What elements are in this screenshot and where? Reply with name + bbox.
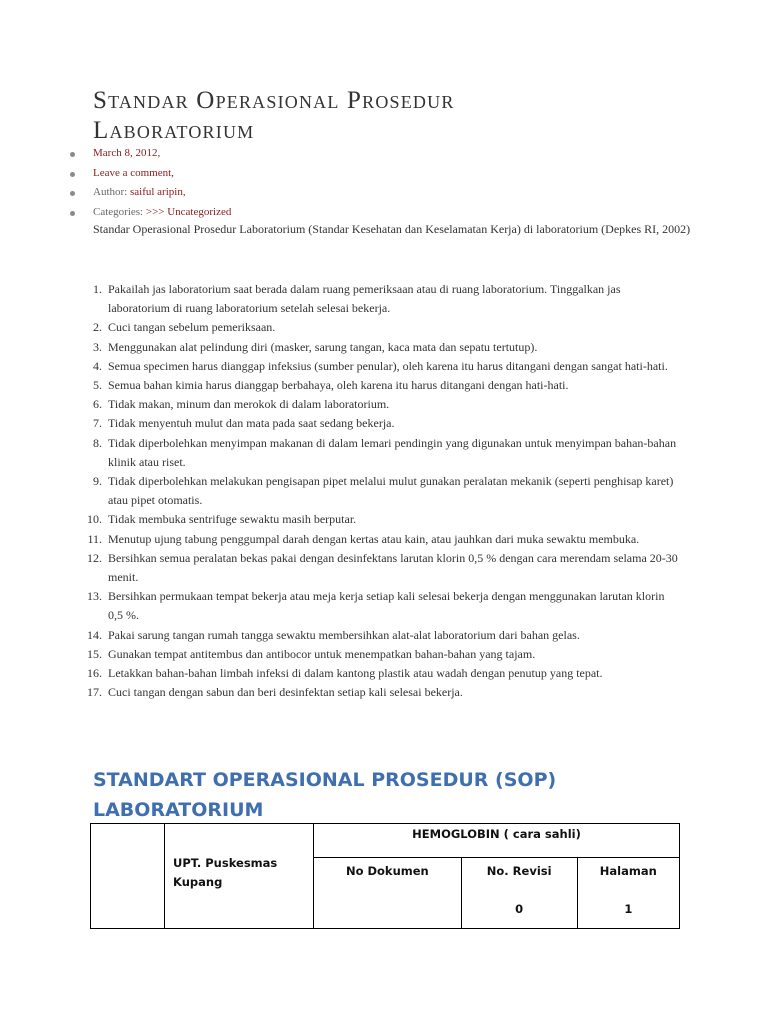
sop-title-line1: STANDART OPERASIONAL PROSEDUR (SOP): [93, 769, 557, 791]
procedure-step: [70, 357, 680, 376]
meta-author: [70, 183, 231, 203]
step-text: Semua bahan kimia harus dianggap berbahaya, oleh karena itu harus ditangani dengan hati-hati.: [108, 378, 569, 393]
step-number: 12.: [87, 550, 102, 565]
page-value: 1: [624, 902, 633, 916]
meta-comment: [70, 164, 231, 184]
bullet-icon: [70, 211, 75, 216]
procedure-step: [70, 472, 680, 510]
post-title: [93, 86, 693, 146]
procedure-step: [70, 376, 680, 395]
procedure-step: [70, 587, 680, 625]
step-text: Menggunakan alat pelindung diri (masker, sarung tangan, kaca mata dan sepatu tertutup).: [108, 339, 538, 354]
step-number: 5.: [93, 378, 102, 393]
step-number: 17.: [87, 685, 102, 700]
step-text: Letakkan bahan-bahan limbah infeksi di dalam kantong plastik atau wadah dengan penutup yang tepat.: [108, 666, 603, 681]
step-number: 9.: [93, 474, 102, 489]
categories-prefix: Categories:: [93, 205, 144, 218]
procedure-step: [70, 530, 680, 549]
intro-paragraph: Standar Operasional Prosedur Laboratorium (Standar Kesehatan dan Keselamatan Kerja) di laboratorium (Depkes RI, 2002): [93, 222, 691, 236]
step-number: 2.: [93, 320, 102, 335]
step-number: 14.: [87, 627, 102, 642]
page-label: Halaman: [599, 864, 657, 878]
procedure-step: [70, 434, 680, 472]
page-cell: [577, 858, 679, 929]
procedure-step: [70, 338, 680, 357]
step-text: Cuci tangan sebelum pemeriksaan.: [108, 320, 276, 335]
procedure-step: [70, 414, 680, 433]
step-text: Gunakan tempat antitembus dan antibocor untuk menempatkan bahan-bahan yang tajam.: [108, 646, 536, 661]
step-text: Tidak menyentuh mulut dan mata pada saat sedang bekerja.: [108, 416, 395, 431]
procedure-step: [70, 645, 680, 664]
step-text: Tidak makan, minum dan merokok di dalam laboratorium.: [108, 397, 390, 412]
procedure-list: [70, 280, 680, 702]
step-number: 15.: [87, 646, 102, 661]
sop-title: [93, 765, 653, 825]
step-number: 11.: [87, 531, 102, 546]
step-text: Bersihkan semua peralatan bekas pakai dengan desinfektans larutan klorin 0,5 % dengan cara merendam selama 20-30 menit.: [108, 550, 678, 585]
procedure-step: [70, 664, 680, 683]
step-number: 7.: [93, 416, 102, 431]
bullet-icon: [70, 172, 75, 177]
step-number: 16.: [87, 666, 102, 681]
procedure-step: [70, 395, 680, 414]
author-prefix: Author:: [93, 186, 128, 198]
sop-title-line2: LABORATORIUM: [93, 799, 264, 821]
step-text: Pakailah jas laboratorium saat berada dalam ruang pemeriksaan atau di ruang laboratorium. Tinggalkan jas laboratorium di ruang laboratorium setelah selesai bekerja.: [108, 282, 621, 316]
category-link[interactable]: >>> Uncategorized: [145, 205, 232, 218]
document-number-label: No Dokumen: [345, 864, 429, 878]
step-text: Tidak membuka sentrifuge sewaktu masih berputar.: [108, 512, 357, 527]
procedure-step: [70, 683, 680, 702]
procedure-step: [70, 280, 680, 318]
bullet-icon: [70, 152, 75, 157]
step-text: Menutup ujung tabung penggumpal darah dengan kertas atau kain, atau jauhkan dari muka sewaktu membuka.: [108, 531, 640, 546]
step-number: 6.: [93, 397, 102, 412]
step-text: Tidak diperbolehkan menyimpan makanan di dalam lemari pendingin yang digunakan untuk menyimpan bahan-bahan klinik atau riset.: [108, 435, 677, 469]
bullet-icon: [70, 191, 75, 196]
step-text: Tidak diperbolehkan melakukan pengisapan pipet melalui mulut gunakan peralatan mekanik (seperti penghisap karet) atau pipet otomatis.: [108, 474, 674, 508]
procedure-step: [70, 626, 680, 645]
procedure-name-cell: HEMOGLOBIN ( cara sahli): [314, 824, 680, 858]
procedure-step: [70, 510, 680, 529]
revision-cell: [461, 858, 577, 929]
step-number: 13.: [87, 589, 102, 604]
post-title-line2: Laboratorium: [93, 117, 255, 144]
revision-label: No. Revisi: [486, 864, 552, 878]
date-link[interactable]: March 8, 2012,: [93, 147, 161, 159]
sop-header-table: [90, 823, 680, 929]
meta-date: [70, 144, 231, 164]
step-text: Bersihkan permukaan tempat bekerja atau meja kerja setiap kali selesai bekerja dengan menggunakan larutan klorin 0,5 %.: [108, 589, 665, 623]
logo-cell: [91, 824, 165, 929]
step-text: Pakai sarung tangan rumah tangga sewaktu membersihkan alat-alat laboratorium dari bahan gelas.: [108, 627, 580, 642]
author-link[interactable]: saiful aripin,: [129, 186, 186, 198]
document-number-value: [314, 878, 461, 902]
revision-value: 0: [515, 902, 524, 916]
document-number-cell: [314, 858, 462, 929]
step-number: 3.: [93, 339, 102, 354]
step-number: 1.: [93, 282, 102, 296]
step-number: 4.: [93, 358, 102, 373]
leave-comment-link[interactable]: Leave a comment,: [93, 166, 174, 179]
post-title-line1: Standar Operasional Prosedur: [93, 87, 455, 114]
post-meta-list: [70, 144, 231, 222]
step-text: Cuci tangan dengan sabun dan beri desinfektan setiap kali selesai bekerja.: [108, 685, 463, 700]
procedure-step: [70, 318, 680, 337]
procedure-step: [70, 549, 680, 587]
step-text: Semua specimen harus dianggap infeksius (sumber penular), oleh karena itu harus ditangani dengan sangat hati-hati.: [108, 358, 668, 373]
step-number: 10.: [87, 512, 102, 527]
step-number: 8.: [93, 435, 102, 450]
organization-cell: UPT. Puskesmas Kupang: [165, 824, 314, 929]
